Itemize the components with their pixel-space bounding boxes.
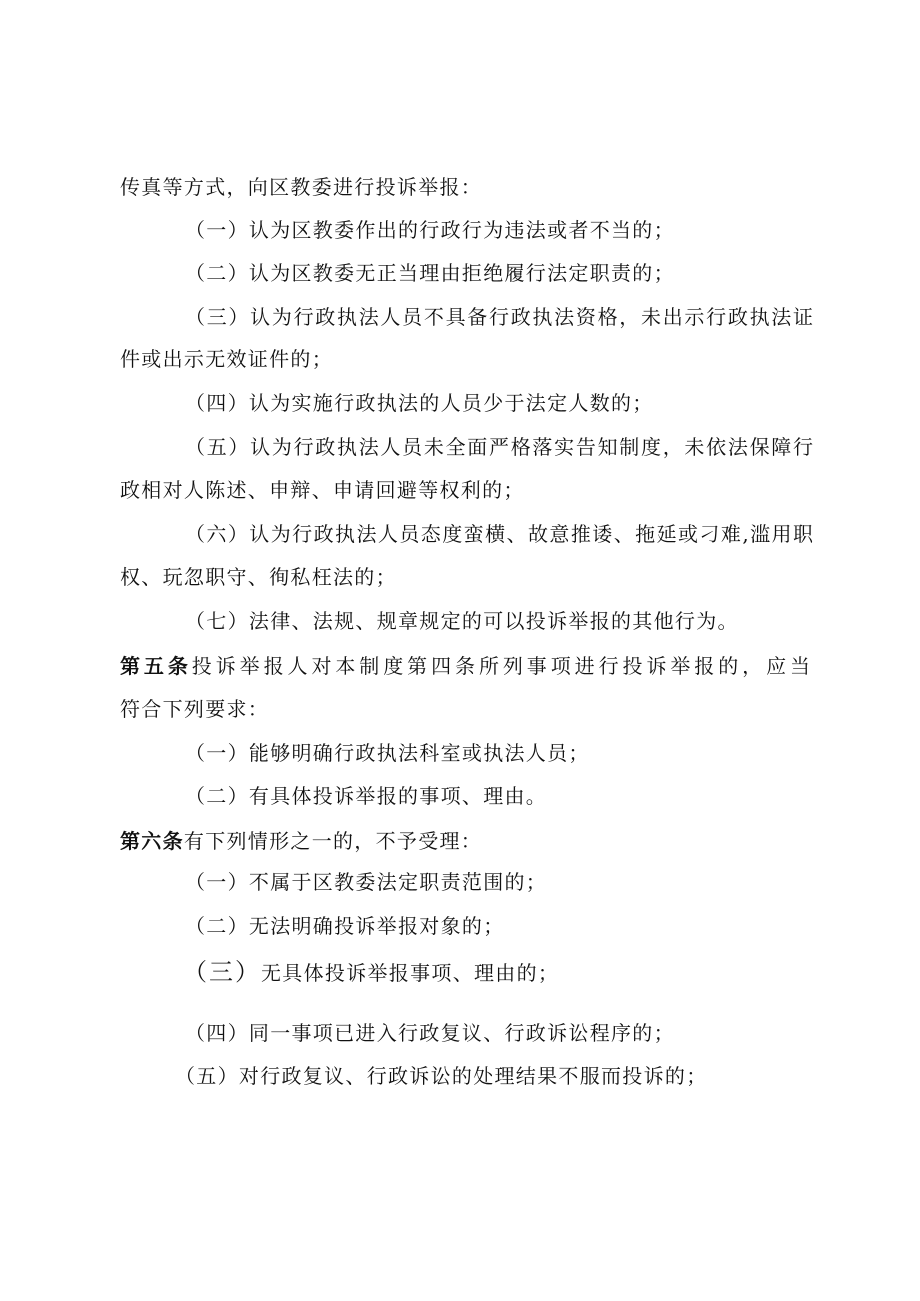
article4-item-3-line2: 件或出示无效证件的； [120,347,333,371]
article4-item-5-line2: 政相对人陈述、申辩、申请回避等权利的； [120,478,525,502]
article4-item-2: （二）认为区教委无正当理由拒绝履行法定职责的； [185,261,675,285]
article4-item-7: （七）法律、法规、规章规定的可以投诉举报的其他行为。 [185,609,739,633]
article6-heading: 第六条 [120,829,184,853]
article5-item-2: （二）有具体投诉举报的事项、理由。 [185,784,548,808]
article5-line2: 符合下列要求： [120,697,270,721]
article6-item-4: （四）同一事项已进入行政复议、行政诉讼程序的； [185,1021,675,1045]
article6-item-5: （五）对行政复议、行政诉讼的处理结果不服而投诉的； [175,1064,708,1088]
article4-item-6-line2: 权、玩忽职守、徇私枉法的； [120,565,397,589]
article4-item-4: （四）认为实施行政执法的人员少于法定人数的； [185,391,654,415]
article5-text-1: 投诉举报人对本制度第四条所列事项进行投诉举报的，应当 [191,654,811,678]
article6-line [120,829,482,853]
article5-item-1: （一）能够明确行政执法科室或执法人员； [185,741,590,765]
article6-item-1: （一）不属于区教委法定职责范围的； [185,870,548,894]
article6-item-3 [183,960,559,985]
article6-item-3-label: （三） [183,958,261,986]
article5-heading: 第五条 [120,654,192,678]
intro-tail-line: 传真等方式，向区教委进行投诉举报： [120,175,483,199]
article5-line1 [120,654,810,678]
article4-item-5-line1: （五）认为行政执法人员未全面严格落实告知制度，未依法保障行 [185,435,813,459]
article6-item-3-text: 无具体投诉举报事项、理由的； [261,961,560,985]
article6-item-2: （二）无法明确投诉举报对象的； [185,914,505,938]
article6-text: 有下列情形之一的，不予受理： [183,829,483,853]
article4-item-6-line1: （六）认为行政执法人员态度蛮横、故意推诿、拖延或刁难,滥用职 [185,522,813,546]
article4-item-1: （一）认为区教委作出的行政行为违法或者不当的； [185,218,675,242]
article4-item-3-line1: （三）认为行政执法人员不具备行政执法资格，未出示行政执法证 [185,305,813,329]
